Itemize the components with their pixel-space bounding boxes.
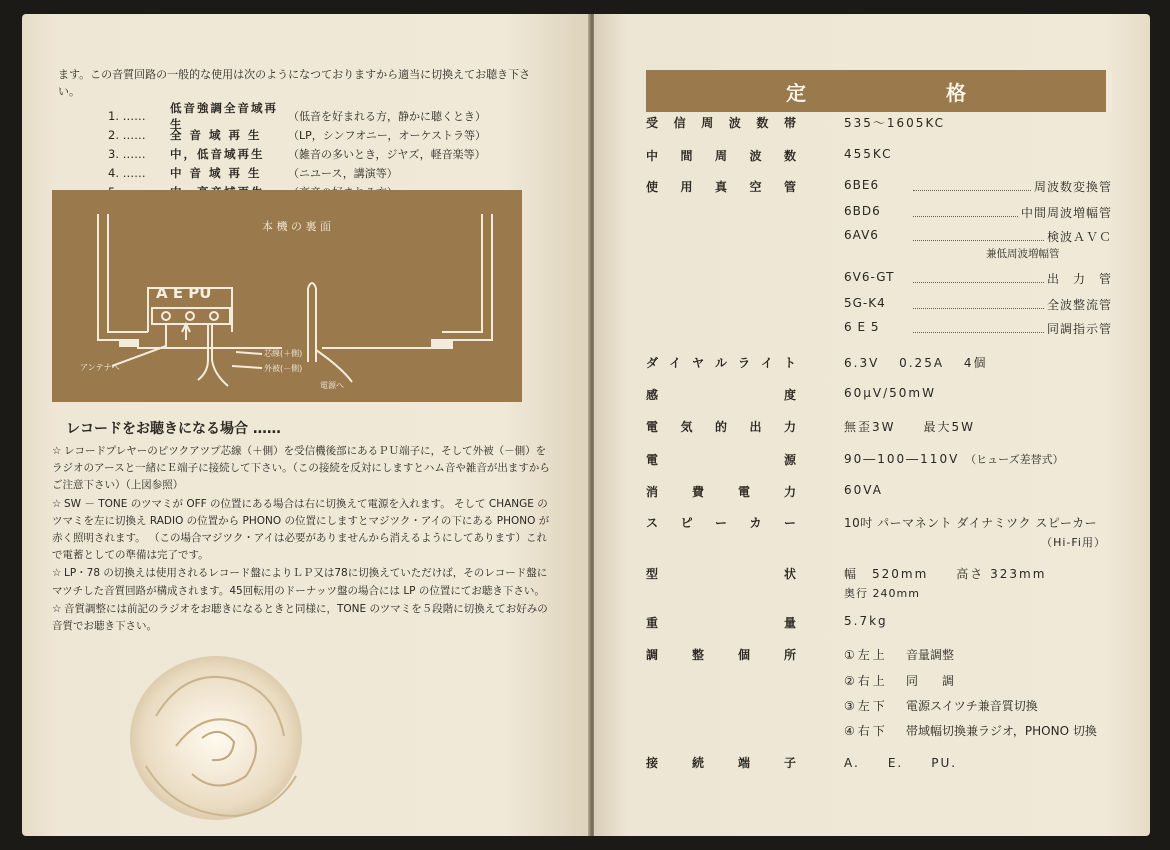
specifications-page xyxy=(594,14,1150,836)
spec-label: 受 信 周 波 数 帯 xyxy=(646,116,796,130)
tube-item xyxy=(844,204,1112,221)
star-bullet: ☆ xyxy=(52,567,62,580)
tube-function: 出 力 管 xyxy=(1046,272,1112,286)
star-bullet: ☆ xyxy=(52,497,62,510)
mode-name: 中 音 域 再 生 xyxy=(170,165,262,180)
tube-item xyxy=(844,270,1112,287)
instruction-text: 音質調整には前記のラジオをお聴きになるときと同様に，TONE のツマミを５段階に切換えてお好みの音質でお聴き下さい。 xyxy=(52,602,548,633)
control-position: ③左下 xyxy=(844,699,888,713)
control-description: 帯域幅切換兼ラジオ，PHONO 切換 xyxy=(906,724,1097,738)
spec-label: ダ イ ヤ ル ラ イ ト xyxy=(646,356,796,370)
mode-number: 4. …… xyxy=(108,165,146,180)
mode-name: 全 音 域 再 生 xyxy=(170,127,262,142)
mode-name: 低音強調全音域再生 xyxy=(170,100,278,131)
spec-label: 接 続 端 子 xyxy=(646,756,796,770)
label-core-wire: 芯線(＋側) xyxy=(264,349,303,358)
spec-label: ス ピ ー カ ー xyxy=(646,516,796,530)
mode-description: （LP，シンフオニー，オーケストラ等） xyxy=(288,128,487,142)
spec-value xyxy=(844,451,1124,467)
tube-item xyxy=(844,296,1112,313)
spec-label: 重 量 xyxy=(646,616,796,630)
rose-illustration xyxy=(116,646,316,836)
tube-type: 6BE6 xyxy=(844,178,880,192)
control-item xyxy=(844,722,1124,739)
label-sheath-wire: 外被(－側) xyxy=(264,364,303,373)
tone-mode-item xyxy=(108,100,548,131)
speaker-value: 10吋 パーマネント ダイナミツク スピーカー xyxy=(844,516,1098,530)
control-description: 音量調整 xyxy=(906,648,955,662)
spec-label: 中 間 周 波 数 xyxy=(646,149,796,163)
tube-item xyxy=(844,178,1112,195)
tube-function: 同調指示管 xyxy=(1046,322,1112,336)
control-description: 電源スイツチ兼音質切換 xyxy=(906,699,1038,713)
instruction-text: レコードプレヤーのピツクアツプ芯線（＋側）を受信機後部にあるＰＵ端子に，そして外被（－側）をラジオのアースと一緒にＥ端子に接続して下さい。（この接続を反対にしますとハム音や雑音が出ますからご注意下さい）（上図参照） xyxy=(52,445,550,492)
tube-type: 6V6-GT xyxy=(844,270,895,284)
record-section-heading: レコードをお聴きになる場合 …… xyxy=(66,421,281,437)
spec-label: 型 状 xyxy=(646,567,796,581)
spec-value xyxy=(844,565,1124,601)
tube-type: 6BD6 xyxy=(844,204,881,218)
shape-note: 奥行 240mm xyxy=(844,587,920,600)
control-item xyxy=(844,646,1124,663)
control-item xyxy=(844,672,1124,689)
mode-description: （ニユース，講演等） xyxy=(288,166,398,180)
spec-label: 電 源 xyxy=(646,453,796,467)
rear-panel-diagram xyxy=(52,190,522,402)
control-position: ④右下 xyxy=(844,724,888,738)
record-instructions xyxy=(52,443,552,636)
spec-value: 5.7kg xyxy=(844,614,888,628)
tube-function: 周波数変換管 xyxy=(1033,180,1112,194)
control-item xyxy=(844,697,1124,714)
intro-text: ます。この音質回路の一般的な使用は次のようになつておりますから適当に切換えてお聴き下さい。 xyxy=(58,68,531,98)
tone-mode-item xyxy=(108,163,548,182)
terminal-labels: A E PU xyxy=(156,284,212,302)
tube-type: 6AV6 xyxy=(844,228,879,242)
spec-label: 感 度 xyxy=(646,388,796,402)
star-bullet: ☆ xyxy=(52,602,62,615)
tube-type: 6 E 5 xyxy=(844,320,880,334)
spec-label: 使 用 真 空 管 xyxy=(646,180,796,194)
tone-mode-item xyxy=(108,144,548,163)
label-power: 電源へ xyxy=(320,381,344,390)
tube-note: 兼低周波増幅管 xyxy=(986,248,1060,260)
mode-description: （雑音の多いとき，ジヤズ，軽音楽等） xyxy=(288,147,486,161)
header-char-2: 格 xyxy=(946,80,966,105)
spec-label: 電 気 的 出 力 xyxy=(646,420,796,434)
spec-value: 60μV/50mW xyxy=(844,386,936,400)
mode-number: 3. …… xyxy=(108,146,146,161)
control-position: ①左上 xyxy=(844,648,888,662)
control-position: ②右上 xyxy=(844,674,888,688)
spec-value: A. E. PU. xyxy=(844,756,958,770)
star-bullet: ☆ xyxy=(52,445,62,457)
diagram-title: 本 機 の 裏 面 xyxy=(262,220,331,233)
spec-label: 調 整 個 所 xyxy=(646,648,796,662)
header-char-1: 定 xyxy=(786,80,806,105)
power-value: 90―100―110V xyxy=(844,452,960,466)
power-note: （ヒューズ差替式） xyxy=(965,453,1064,466)
tube-function: 検波ＡＶＣ xyxy=(1046,230,1112,244)
spec-value: 455KC xyxy=(844,147,893,161)
control-description: 同 調 xyxy=(906,674,955,688)
mode-number: 2. …… xyxy=(108,127,146,142)
instruction-text: LP・78 の切換えは使用されるレコード盤によりＬＰ又は78に切換えていただけば，そのレコード盤にマツチした音質回路が構成されます。45回転用のドーナッツ盤の場合には LP の位置にてお聴き下さい。 xyxy=(52,567,548,597)
specifications-header xyxy=(646,70,1106,112)
instruction-item xyxy=(52,443,552,495)
spec-value: 60VA xyxy=(844,483,883,497)
spec-value: 6.3V 0.25A 4個 xyxy=(844,356,988,370)
label-antenna: アンテナへ xyxy=(80,363,120,372)
spec-value: 535～1605KC xyxy=(844,116,946,130)
spec-label: 消 費 電 力 xyxy=(646,485,796,499)
tone-mode-list xyxy=(108,100,548,201)
tone-mode-item xyxy=(108,125,548,144)
instruction-text: SW － TONE のツマミが OFF の位置にある場合は右に切換えて電源を入れます。 そして CHANGE のツマミを左に切換え RADIO の位置から PHONO の位置にしますとマジツク・アイの下にある PHONO が赤く照明されます。 （この場合マジツク・アイは必要がありませんから消えるようにしてあります）これで電蓄としての準備は完了です。 xyxy=(52,497,550,562)
tube-item xyxy=(844,320,1112,337)
instruction-item xyxy=(52,496,552,565)
spec-value: 無歪3W 最大5W xyxy=(844,420,976,434)
instruction-item xyxy=(52,601,552,635)
tube-function: 中間周波増幅管 xyxy=(1020,206,1112,220)
speaker-note: （Hi-Fi用） xyxy=(1041,536,1106,549)
mode-name: 中，低音域再生 xyxy=(170,146,265,161)
tube-item xyxy=(844,228,1112,260)
tube-function: 全波整流管 xyxy=(1046,298,1112,312)
shape-value: 幅 520mm 高さ 323mm xyxy=(844,567,1047,581)
mode-description: （低音を好まれる方，静かに聴くとき） xyxy=(288,109,486,123)
tube-type: 5G-K4 xyxy=(844,296,886,310)
spec-value xyxy=(844,514,1124,550)
instruction-item xyxy=(52,565,552,599)
mode-number: 1. …… xyxy=(108,108,146,123)
